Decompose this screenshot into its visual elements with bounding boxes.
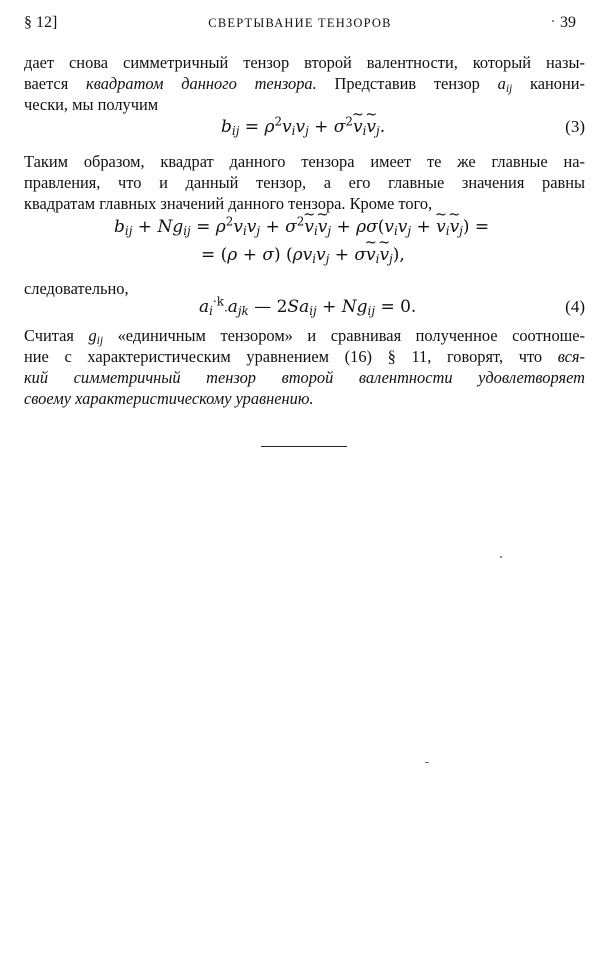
paragraph-line: кий симметричный тензор второй валентности удовлетворяет	[24, 368, 585, 387]
paragraph-line: Считая $g_{ij}$ «единичным тензором» и сравнивая полученное соотноше-	[24, 326, 586, 347]
inline-math-gij: $g_{ij}$	[88, 326, 104, 347]
equation-expression: $b_{ij} + Ng_{ij} = \rho^2v_iv_j$ + $\sigma^2\sim$ $v_i\sim$ $v_j + \rho\sigma(v_iv_j$ + ~ $v_i\sim$ $v_j$) =	[114, 217, 489, 237]
print-speck	[425, 762, 429, 763]
equation-number: (3)	[565, 117, 585, 136]
section-end-rule	[261, 446, 347, 447]
paragraph-line: вается квадратом данного тензора. Представив тензор $a_{ij}$ канони-	[24, 74, 586, 95]
equation-number: (4)	[565, 297, 585, 316]
page-number: 39	[560, 14, 576, 31]
paragraph-4	[24, 325, 585, 409]
section-marker: § 12]	[24, 14, 58, 31]
running-title: СВЕРТЫВАНИЕ ТЕНЗОРОВ	[208, 16, 392, 30]
equation-expression: = (ρ + σ) ($\rho v_iv_j$ + σ~ $v_i\sim$ $v_j$),	[201, 245, 405, 265]
inline-math-aij: $a_{ij}$	[497, 74, 513, 95]
equation-line-2	[24, 245, 585, 269]
running-head	[24, 14, 576, 36]
paragraph-line: квадратам главных значений данного тензора. Кроме того,	[24, 194, 433, 213]
print-speck	[552, 20, 554, 22]
paragraph-3	[24, 278, 585, 299]
paragraph-2	[24, 151, 585, 214]
equation-3	[24, 114, 585, 141]
equation-expression: $b_{ij} = \rho^2v_iv_j$ + $\sigma^2\sim$ $v_i\sim$ $v_j$.	[221, 117, 385, 137]
emphasis-text: вся-	[557, 347, 585, 366]
emphasis-term: квадратом данного тензора.	[86, 74, 317, 93]
equation-line-1	[24, 214, 585, 241]
equation-expression: $a_i^{\cdot k}_\cdot a_{jk}$ — $2Sa_{ij} + Ng_{ij} = 0$.	[199, 294, 417, 318]
paragraph-line: дает снова симметричный тензор второй валентности, который назы-	[24, 53, 585, 72]
paragraph-line: своему характеристическому уравнению.	[24, 389, 314, 408]
paragraph-line: правления, что и данный тензор, а его главные значения равны	[24, 173, 585, 192]
paragraph-line: чески, мы получим	[24, 95, 159, 114]
paragraph-1	[24, 52, 585, 115]
print-speck	[500, 556, 502, 558]
paragraph-line: следовательно,	[24, 279, 129, 298]
paragraph-line: Таким образом, квадрат данного тензора имеет те же главные на-	[24, 152, 585, 171]
equation-4	[24, 294, 585, 321]
paragraph-line: ние с характеристическим уравнением (16) § 11, говорят, что вся-	[24, 347, 585, 366]
